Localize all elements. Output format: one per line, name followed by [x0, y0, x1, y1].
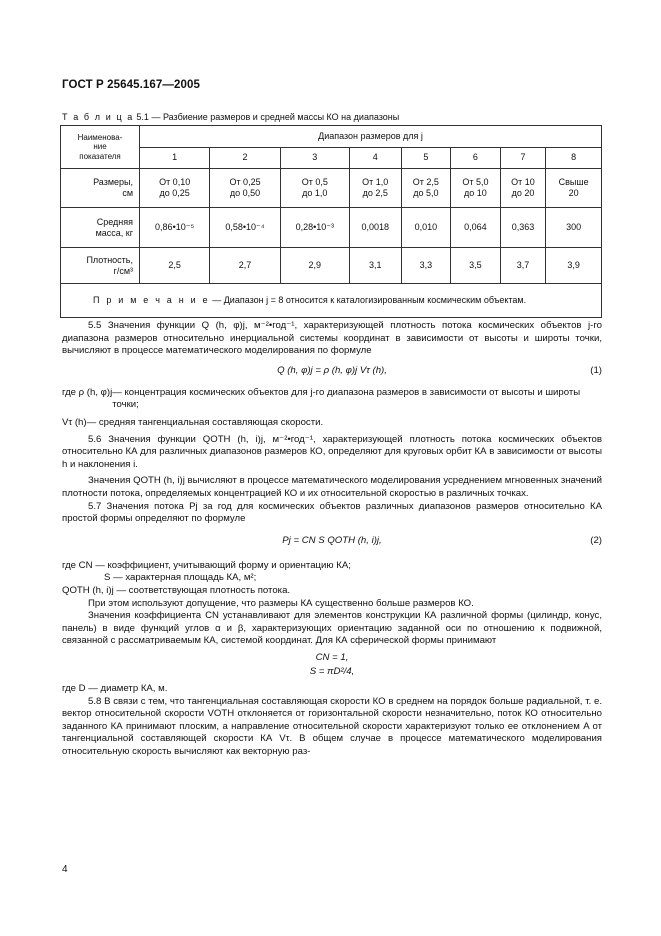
table-cell: 3,9 [546, 248, 602, 284]
table-cell: От 5,0 до 10 [451, 169, 501, 208]
column-number: 1 [140, 147, 210, 169]
formula-2-number: (2) [590, 534, 602, 546]
definition-rho [62, 387, 602, 412]
header-range: Диапазон размеров для j [140, 126, 602, 148]
definition-d: где D — диаметр КА, м. [62, 683, 168, 695]
table-cell: От 10 до 20 [500, 169, 546, 208]
header-indicator-name: Наименова- ние показателя [61, 126, 140, 169]
definition-rho-symbol: где ρ (h, φ)j [62, 386, 113, 398]
definition-velocity [62, 417, 602, 430]
paragraph-cn: Значения коэффициента CN устанавливают для элементов конструкции КА различной формы (цилиндр, конус, панель) в виде функций углов α и β, характеризующих ориентацию заданной оси по отношению к подвижной, связанной с рассматриваемым КА, системой координат. Для КА сферической формы принимают [62, 610, 602, 647]
paragraph-5-6-b: Значения QОТН (h, i)j вычисляют в процессе математического моделирования усреднением мгновенных значений плотности потока, определяемых концентрацией КО и их относительной скоростью в различных точках. [62, 475, 602, 499]
table-note [61, 284, 602, 318]
table-cell: 0,010 [401, 208, 451, 248]
table-cell: От 0,5 до 1,0 [280, 169, 349, 208]
table-caption-label: Т а б л и ц а [62, 112, 134, 122]
table-row [61, 208, 602, 248]
table-cell: 0,363 [500, 208, 546, 248]
formula-1-number: (1) [590, 364, 602, 376]
paragraph-assumption: При этом используют допущение, что размеры КА существенно больше размеров КО. [88, 597, 474, 609]
note-label: П р и м е ч а н и е [93, 295, 210, 305]
table-caption-text: — Разбиение размеров и средней массы КО на диапазоны [148, 112, 400, 122]
definition-cn: где CN — коэффициент, учитывающий форму и ориентацию КА; [62, 559, 351, 571]
definition-rho-text: — концентрация космических объектов для j-го диапазона размеров в зависимости от высоты и широты точки; [112, 386, 581, 411]
row-label: Средняя масса, кг [61, 208, 140, 248]
column-number: 8 [546, 147, 602, 169]
formula-2 [62, 535, 602, 555]
table-row [61, 169, 602, 208]
body-text [62, 320, 602, 759]
column-number: 5 [401, 147, 451, 169]
table-caption [62, 112, 399, 122]
formula-1-expression: Q (h, φ)j = ρ (h, φ)j Vτ (h), [277, 364, 387, 376]
table-cell: 3,3 [401, 248, 451, 284]
formula-1 [62, 365, 602, 385]
column-number: 3 [280, 147, 349, 169]
table-cell: 0,0018 [349, 208, 401, 248]
definition-velocity-text: — средняя тангенциальная составляющая скорости. [86, 416, 324, 428]
formula-cn: CN = 1, [315, 651, 349, 663]
row-label: Размеры, см [61, 169, 140, 208]
table-note-row [61, 284, 602, 318]
table-cell: От 2,5 до 5,0 [401, 169, 451, 208]
definition-qotn: QОТН (h, i)j — соответствующая плотность потока. [62, 584, 291, 596]
paragraph-5-5: 5.5 Значения функции Q (h, φ)j, м⁻²•год⁻¹, характеризующей плотность потока космических объектов j-го диапазона размеров относительно инерциальной системы координат в зависимости от высоты и широты точки, вычисляют в процессе математического моделирования по формуле [62, 320, 602, 357]
table-cell: 3,5 [451, 248, 501, 284]
row-label: Плотность, г/см³ [61, 248, 140, 284]
size-range-table [60, 125, 602, 318]
table-cell: 3,1 [349, 248, 401, 284]
table-cell: 0,28•10⁻³ [280, 208, 349, 248]
definition-velocity-symbol: Vτ (h) [62, 416, 87, 428]
column-number: 6 [451, 147, 501, 169]
table-cell: 0,064 [451, 208, 501, 248]
column-number: 2 [210, 147, 280, 169]
standard-header: ГОСТ Р 25645.167—2005 [62, 79, 200, 91]
table-cell: 300 [546, 208, 602, 248]
table-row [61, 248, 602, 284]
table-cell: От 1,0 до 2,5 [349, 169, 401, 208]
column-number: 7 [500, 147, 546, 169]
table-cell: От 0,25 до 0,50 [210, 169, 280, 208]
paragraph-5-8: 5.8 В связи с тем, что тангенциальная составляющая скорости КО в среднем на порядок больше радиальной, т. е. вектор относительной скорости VОТН отклоняется от горизонтальной скорости незначительно, поток КО относительно заданного КА принимают плоским, а направление относительной скорости характеризуют только ее отклонением A от тангенциальной составляющей скорости КА Vτ. В общем случае в процессе математического моделирования относительную скорость вычисляют как векторную раз- [62, 695, 602, 758]
column-number: 4 [349, 147, 401, 169]
table-cell: 0,58•10⁻⁴ [210, 208, 280, 248]
table-cell: 3,7 [500, 248, 546, 284]
definition-s: S — характерная площадь КА, м²; [104, 572, 257, 584]
table-cell: 2,5 [140, 248, 210, 284]
paragraph-5-7: 5.7 Значения потока Pj за год для космических объектов различных диапазонов размеров относительно КА простой формы определяют по формуле [62, 500, 602, 525]
paragraph-5-6: 5.6 Значения функции QОТН (h, i)j, м⁻²•год⁻¹, характеризующей плотность потока космических объектов относительно КА для различных диапазонов размеров КО, определяют для круговых орбит КА в зависимости от высоты h и наклонения i. [62, 433, 602, 470]
formula-2-expression: Pj = CN S QОТН (h, i)j, [282, 534, 382, 546]
page-number: 4 [62, 864, 68, 875]
table-caption-number: 5.1 [136, 112, 149, 122]
table-cell: 2,7 [210, 248, 280, 284]
table-cell: Свыше 20 [546, 169, 602, 208]
note-text: — Диапазон j = 8 относится к каталогизированным космическим объектам. [209, 295, 527, 305]
table-cell: 0,86•10⁻⁵ [140, 208, 210, 248]
table-cell: 2,9 [280, 248, 349, 284]
formula-s: S = πD²/4, [309, 666, 355, 678]
table-cell: От 0,10 до 0,25 [140, 169, 210, 208]
